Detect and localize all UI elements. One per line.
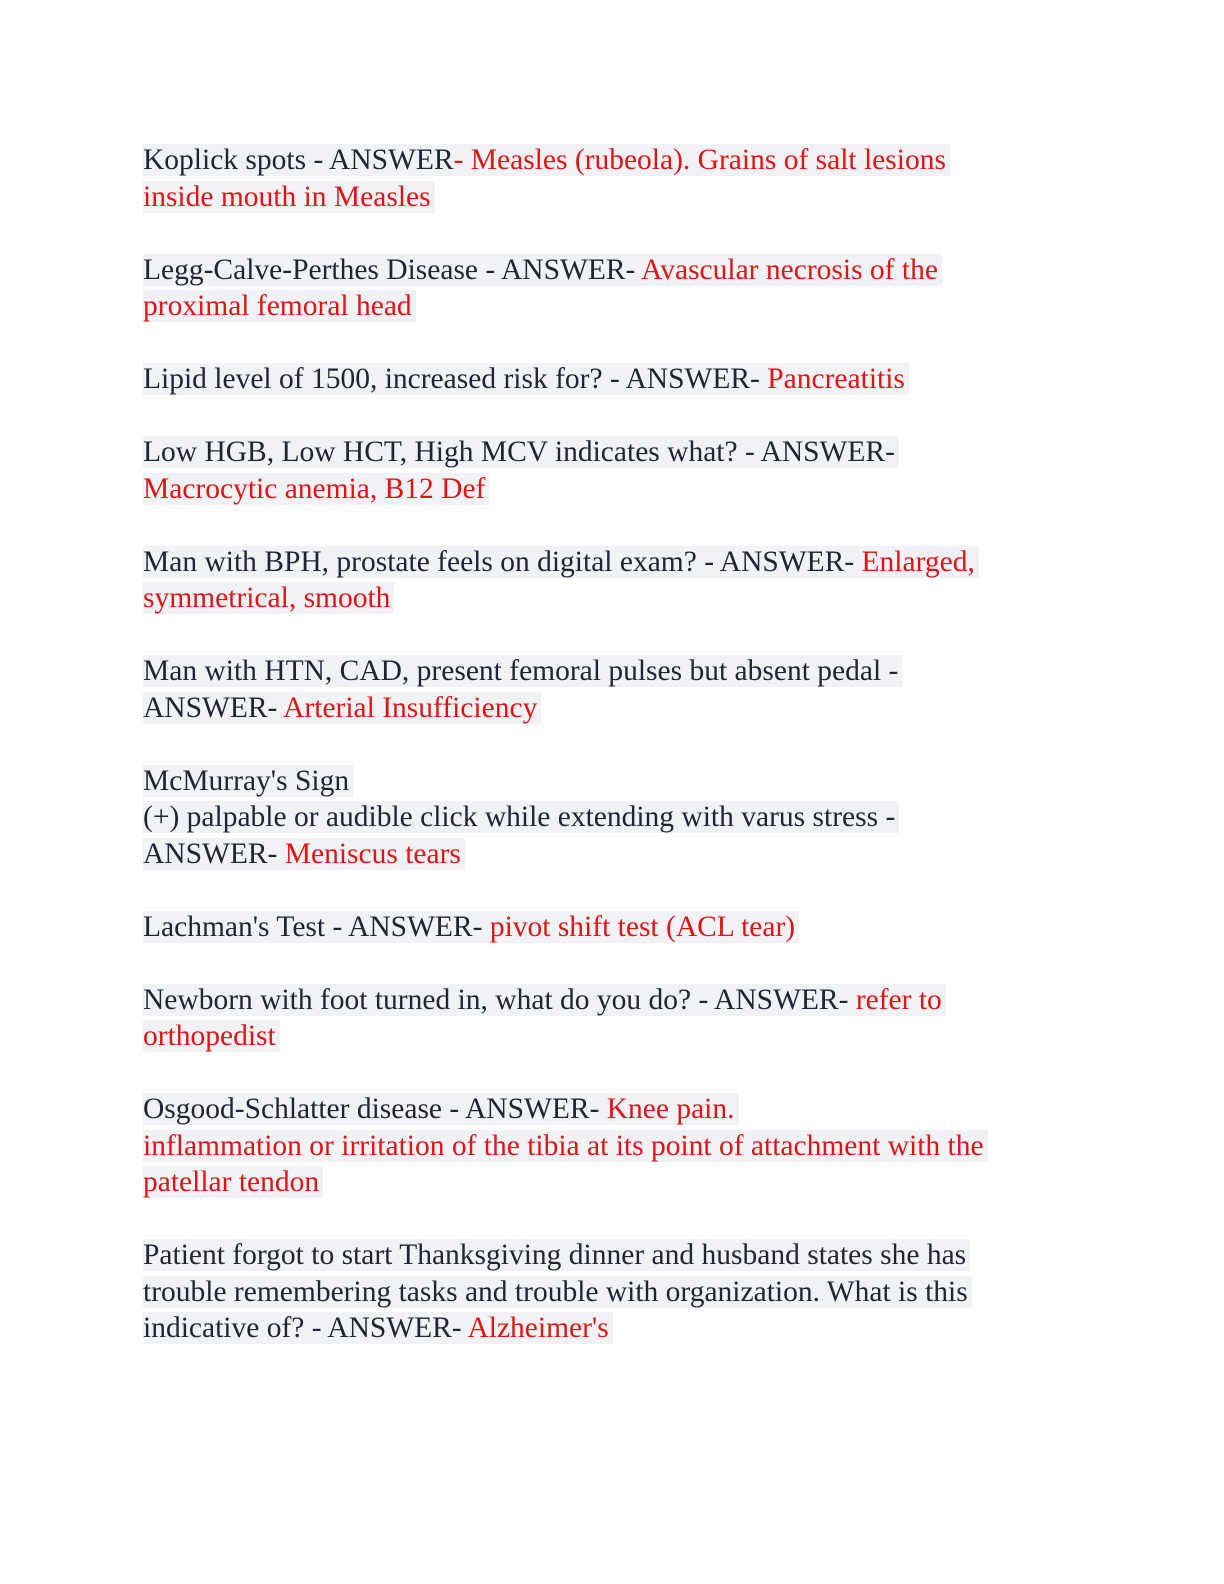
answer-text: proximal femoral head [143,290,412,322]
flashcard-item [143,909,1063,946]
text-highlight [143,290,416,322]
flashcard-line [143,982,1063,1019]
flashcard-item [143,361,1063,398]
text-highlight [143,1239,970,1271]
question-text: ANSWER- [143,837,285,870]
answer-text: orthopedist [143,1020,276,1052]
question-text: Low HGB, Low HCT, High MCV indicates what? - ANSWER- [143,436,895,468]
answer-text: symmetrical, smooth [143,582,391,614]
text-highlight [143,765,353,797]
flashcard-line [143,1310,1063,1347]
flashcard-line [143,1274,1063,1311]
flashcard-line [143,836,1063,873]
text-highlight [143,363,909,395]
question-text: Legg-Calve-Perthes Disease - ANSWER- [143,253,642,286]
flashcard-item [143,142,1063,215]
answer-text: Knee pain. [606,1093,735,1125]
flashcard-item [143,434,1063,507]
question-text: Lipid level of 1500, increased risk for? - ANSWER- [143,363,768,395]
question-text: Koplick spots - ANSWER [143,144,454,176]
flashcard-line [143,653,1063,690]
text-highlight [143,1020,280,1052]
question-text: Osgood-Schlatter disease - ANSWER- [143,1093,607,1125]
question-text: McMurray's Sign [143,764,350,797]
flashcard-line [143,179,1063,216]
flashcard-line [143,1091,1063,1128]
flashcard-list [143,142,1063,1347]
answer-text: pivot shift test (ACL tear) [489,910,796,943]
flashcard-line [143,1164,1063,1201]
flashcard-item [143,653,1063,726]
answer-text: inside mouth in Measles [143,180,431,213]
flashcard-line [143,690,1063,727]
answer-text: Enlarged, [861,545,975,578]
text-highlight [143,1166,323,1198]
flashcard-page [143,142,1063,1383]
text-highlight [143,436,899,468]
flashcard-item [143,1237,1063,1347]
flashcard-line [143,799,1063,836]
flashcard-item [143,252,1063,325]
question-text: trouble remembering tasks and trouble with organization. What is this [143,1275,968,1308]
text-highlight [143,181,435,213]
text-highlight [143,473,489,505]
flashcard-line [143,1018,1063,1055]
flashcard-line [143,252,1063,289]
flashcard-line [143,909,1063,946]
text-highlight [143,1130,988,1162]
text-highlight [143,1093,739,1125]
question-text: ANSWER- [143,691,284,724]
answer-text: Macrocytic anemia, B12 Def [143,472,486,505]
text-highlight [143,254,942,286]
question-text: Newborn with foot turned in, what do you do? - ANSWER- [143,983,856,1016]
text-highlight [143,582,394,614]
flashcard-line [143,1237,1063,1274]
flashcard-line [143,763,1063,800]
flashcard-line [143,1128,1063,1165]
answer-text: - Measles (rubeola). Grains of salt lesions [453,144,946,176]
flashcard-line [143,580,1063,617]
question-text: Patient forgot to start Thanksgiving dinner and husband states she has [143,1239,967,1271]
text-highlight [143,655,902,687]
flashcard-line [143,361,1063,398]
flashcard-line [143,142,1063,179]
flashcard-item [143,1091,1063,1201]
question-text: Man with BPH, prostate feels on digital exam? - ANSWER- [143,545,862,578]
text-highlight [143,692,541,724]
answer-text: inflammation or irritation of the tibia at its point of attachment with the [143,1129,984,1162]
answer-text: refer to [855,983,942,1016]
flashcard-line [143,471,1063,508]
flashcard-line [143,288,1063,325]
flashcard-line [143,434,1063,471]
flashcard-item [143,763,1063,873]
question-text: Lachman's Test - ANSWER- [143,910,490,943]
answer-text: Arterial Insufficiency [283,691,538,724]
text-highlight [143,144,950,176]
text-highlight [143,1312,613,1344]
question-text: indicative of? - ANSWER- [143,1312,468,1344]
text-highlight [143,1276,972,1308]
text-highlight [143,911,799,943]
question-text: (+) palpable or audible click while extending with varus stress - [143,801,896,833]
answer-text: patellar tendon [143,1166,320,1198]
flashcard-item [143,544,1063,617]
text-highlight [143,984,946,1016]
question-text: Man with HTN, CAD, present femoral pulses but absent pedal - [143,655,899,687]
answer-text: Avascular necrosis of the [641,253,938,286]
answer-text: Meniscus tears [284,837,461,870]
text-highlight [143,838,465,870]
answer-text: Alzheimer's [467,1312,609,1344]
text-highlight [143,546,979,578]
flashcard-item [143,982,1063,1055]
answer-text: Pancreatitis [767,363,905,395]
flashcard-line [143,544,1063,581]
text-highlight [143,801,899,833]
